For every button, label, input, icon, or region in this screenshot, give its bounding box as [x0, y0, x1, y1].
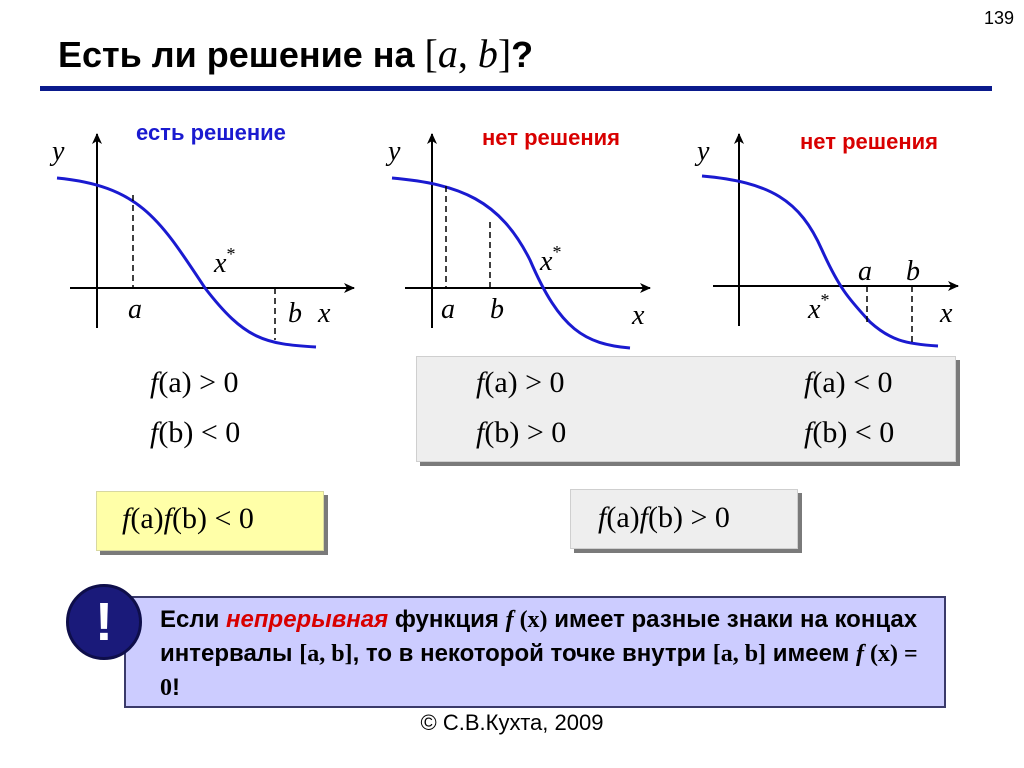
product-negative: f(a)f(b) < 0	[122, 502, 254, 535]
y-label: y	[388, 136, 401, 167]
x-label: x	[940, 298, 953, 329]
a-label: a	[441, 294, 455, 325]
graph-3	[694, 134, 958, 346]
product-positive: f(a)f(b) > 0	[598, 501, 730, 534]
function-curve	[392, 178, 630, 348]
page-title: Есть ли решение на [a, b]?	[58, 31, 534, 76]
condition-g1-a: f(a) > 0	[150, 366, 239, 399]
condition-g2-b: f(b) > 0	[476, 416, 567, 449]
condition-g3-b: f(b) < 0	[804, 416, 895, 449]
x-label: x	[632, 300, 645, 331]
graph-2-caption: нет решения	[482, 125, 621, 150]
condition-g2-a: f(a) > 0	[476, 366, 565, 399]
exclamation-icon: !	[66, 584, 142, 660]
graph-1-caption: есть решение	[136, 120, 286, 145]
condition-g1-b: f(b) < 0	[150, 416, 241, 449]
b-label: b	[490, 294, 504, 325]
y-label: y	[697, 136, 710, 167]
graph-2	[385, 134, 650, 348]
graph-1	[49, 134, 354, 347]
copyright-footer: © С.В.Кухта, 2009	[420, 710, 604, 735]
function-curve	[57, 178, 316, 347]
a-label: a	[858, 256, 872, 287]
graph-3-caption: нет решения	[800, 129, 939, 154]
x-label: x	[318, 298, 331, 329]
root-label: x*	[214, 244, 236, 279]
y-label: y	[52, 136, 65, 167]
page-number: 139	[983, 8, 1014, 28]
theorem-note-text: Если непрерывная функция f (x) имеет разные знаки на концах интервалы [a, b], то в некоторой точке внутри [a, b] имеем f (x) = 0!	[160, 606, 918, 701]
b-label: b	[288, 298, 302, 329]
a-label: a	[128, 294, 142, 325]
root-label: x*	[540, 242, 562, 277]
b-label: b	[906, 256, 920, 287]
condition-g3-a: f(a) < 0	[804, 366, 893, 399]
root-label: x*	[808, 290, 830, 325]
